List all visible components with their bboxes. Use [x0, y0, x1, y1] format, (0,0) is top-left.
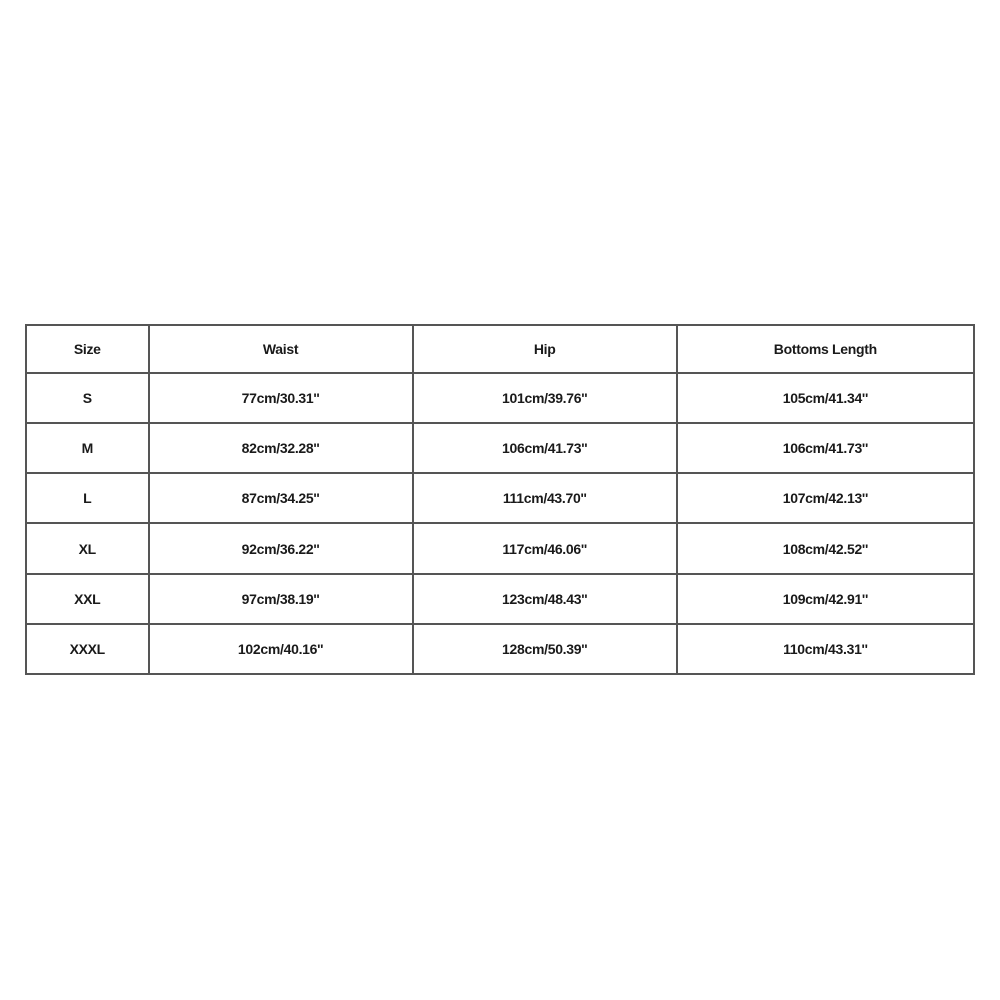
- cell-hip: 123cm/48.43'': [413, 574, 677, 624]
- cell-bottoms-length: 105cm/41.34'': [677, 373, 974, 423]
- cell-hip: 117cm/46.06'': [413, 523, 677, 573]
- table-row: [26, 373, 974, 423]
- table-row: [26, 423, 974, 473]
- cell-hip: 106cm/41.73'': [413, 423, 677, 473]
- cell-size: M: [26, 423, 149, 473]
- header-waist: Waist: [149, 325, 413, 373]
- cell-size: XL: [26, 523, 149, 573]
- table-row: [26, 523, 974, 573]
- cell-size: XXL: [26, 574, 149, 624]
- cell-size: S: [26, 373, 149, 423]
- cell-bottoms-length: 110cm/43.31'': [677, 624, 974, 674]
- table-row: [26, 574, 974, 624]
- cell-waist: 87cm/34.25'': [149, 473, 413, 523]
- header-bottoms-length: Bottoms Length: [677, 325, 974, 373]
- table-header: [26, 325, 974, 373]
- cell-bottoms-length: 109cm/42.91'': [677, 574, 974, 624]
- header-row: [26, 325, 974, 373]
- header-hip: Hip: [413, 325, 677, 373]
- cell-waist: 82cm/32.28'': [149, 423, 413, 473]
- header-size: Size: [26, 325, 149, 373]
- cell-waist: 77cm/30.31'': [149, 373, 413, 423]
- cell-waist: 97cm/38.19'': [149, 574, 413, 624]
- cell-hip: 111cm/43.70'': [413, 473, 677, 523]
- cell-size: XXXL: [26, 624, 149, 674]
- cell-bottoms-length: 107cm/42.13'': [677, 473, 974, 523]
- table-row: [26, 473, 974, 523]
- cell-size: L: [26, 473, 149, 523]
- cell-hip: 128cm/50.39'': [413, 624, 677, 674]
- cell-bottoms-length: 108cm/42.52'': [677, 523, 974, 573]
- table-body: [26, 373, 974, 674]
- cell-waist: 92cm/36.22'': [149, 523, 413, 573]
- cell-hip: 101cm/39.76'': [413, 373, 677, 423]
- cell-bottoms-length: 106cm/41.73'': [677, 423, 974, 473]
- size-chart-table: [25, 324, 975, 675]
- cell-waist: 102cm/40.16'': [149, 624, 413, 674]
- table-row: [26, 624, 974, 674]
